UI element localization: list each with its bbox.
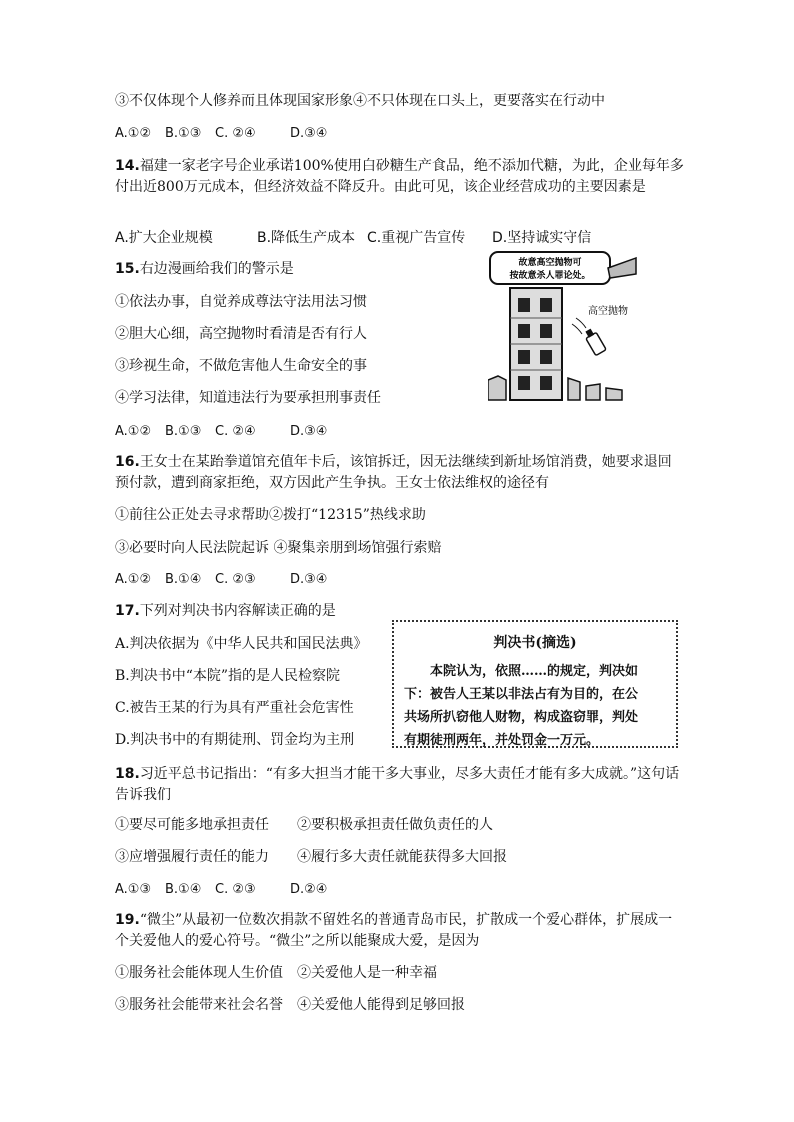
option-a: A.①② [115, 424, 152, 439]
question-stem: 福建一家老字号企业承诺100%使用白砂糖生产食品，绝不添加代糖，为此，企业每年多付出近800万元成本，但经济效益不降反升。由此可见，该企业经营成功的主要因素是 [115, 158, 684, 195]
question-number: 19. [115, 912, 140, 928]
q15-item-3: ③珍视生命，不做危害他人生命安全的事 [115, 358, 367, 374]
motion-lines [572, 318, 586, 334]
option-b: B.①③ [165, 424, 202, 439]
q14-options [115, 228, 591, 248]
q19-item-line-1: ①服务社会能体现人生价值 ②关爱他人是一种幸福 [115, 965, 437, 981]
q16-item-line-1: ①前往公正处去寻求帮助②拨打“12315”热线求助 [115, 507, 426, 523]
verdict-line-2: 下：被告人王某以非法占有为目的，在公 [404, 687, 639, 702]
option-a: A.①② [115, 126, 152, 141]
q15-item-4: ④学习法律，知道违法行为要承担刑事责任 [115, 390, 381, 406]
option-d: D.③④ [290, 126, 328, 141]
q13-options [115, 124, 327, 144]
question-number: 15. [115, 261, 140, 277]
option-c: C. ②④ [215, 424, 256, 439]
q17-choice-b: B.判决书中“本院”指的是人民检察院 [115, 668, 341, 684]
q15-item-2: ②胆大心细，高空抛物时看清是否有行人 [115, 326, 367, 342]
q17-choice-c: C.被告王某的行为具有严重社会危害性 [115, 700, 354, 716]
sign-text-line2: 按故意杀人罪论处。 [509, 271, 591, 281]
option-b: B.降低生产成本 [257, 230, 356, 246]
q17-choice-d: D.判决书中的有期徒刑、罚金均为主刑 [115, 732, 355, 748]
question-number: 14. [115, 158, 140, 174]
cartoon-illustration [488, 248, 638, 403]
question-16 [115, 452, 685, 494]
arm-icon [608, 258, 636, 278]
question-14 [115, 156, 685, 198]
q18-options [115, 880, 327, 900]
option-a: A.扩大企业规模 [115, 230, 213, 246]
question-number: 17. [115, 603, 140, 619]
q16-item-line-2: ③必要时向人民法院起诉 ④聚集亲朋到场馆强行索赔 [115, 540, 442, 556]
question-18 [115, 764, 685, 806]
option-a: A.①② [115, 572, 152, 587]
option-d: D.③④ [290, 572, 328, 587]
q18-item-line-1: ①要尽可能多地承担责任 ②要积极承担责任做负责任的人 [115, 817, 493, 833]
verdict-title: 判决书(摘选) [493, 635, 577, 651]
question-15 [115, 259, 294, 279]
q13-item-line: ③不仅体现个人修养而且体现国家形象④不只体现在口头上，更要落实在行动中 [115, 93, 605, 109]
option-d: D.坚持诚实守信 [492, 230, 592, 246]
question-number: 16. [115, 454, 140, 470]
option-b: B.①④ [165, 882, 202, 897]
question-stem: “微尘”从最初一位数次捐款不留姓名的普通青岛市民，扩散成一个爱心群体，扩展成一个关爱他人的爱心符号。“微尘”之所以能聚成大爱，是因为 [115, 912, 673, 949]
verdict-line-4: 有期徒刑两年，并处罚金一万元。 [404, 733, 600, 748]
option-c: C. ②③ [215, 882, 256, 897]
question-19 [115, 910, 685, 952]
question-stem: 下列对判决书内容解读正确的是 [139, 603, 336, 619]
option-a: A.①③ [115, 882, 152, 897]
bottle-icon [583, 327, 606, 356]
verdict-excerpt-box [392, 620, 678, 748]
verdict-line-1: 本院认为，依照……的规定，判决如 [430, 664, 639, 679]
high-altitude-throwing-cartoon [488, 248, 638, 403]
q15-options [115, 422, 327, 442]
q19-item-line-2: ③服务社会能带来社会名誉 ④关爱他人能得到足够回报 [115, 997, 465, 1013]
option-c: C. ②④ [215, 126, 256, 141]
cartoon-label: 高空抛物 [588, 306, 628, 317]
q16-options [115, 570, 327, 590]
question-stem: 习近平总书记指出：“有多大担当才能干多大事业，尽多大责任才能有多大成就。”这句话告诉我们 [115, 766, 680, 803]
question-17 [115, 601, 336, 621]
sign-text-line1: 故意高空抛物可 [518, 258, 582, 268]
option-d: D.③④ [290, 424, 328, 439]
option-d: D.②④ [290, 882, 328, 897]
question-number: 18. [115, 766, 140, 782]
q15-item-1: ①依法办事，自觉养成尊法守法用法习惯 [115, 294, 367, 310]
verdict-line-3: 共场所扒窃他人财物，构成盗窃罪，判处 [404, 710, 639, 725]
question-stem: 王女士在某跆拳道馆充值年卡后，该馆拆迁，因无法继续到新址场馆消费，她要求退回预付款，遭到商家拒绝，双方因此产生争执。王女士依法维权的途径有 [115, 454, 672, 491]
q17-choice-a: A.判决依据为《中华人民共和国民法典》 [115, 636, 368, 652]
question-stem: 右边漫画给我们的警示是 [139, 261, 294, 277]
option-c: C.重视广告宣传 [367, 230, 466, 246]
option-c: C. ②③ [215, 572, 256, 587]
q18-item-line-2: ③应增强履行责任的能力 ④履行多大责任就能获得多大回报 [115, 849, 507, 865]
option-b: B.①③ [165, 126, 202, 141]
option-b: B.①④ [165, 572, 202, 587]
